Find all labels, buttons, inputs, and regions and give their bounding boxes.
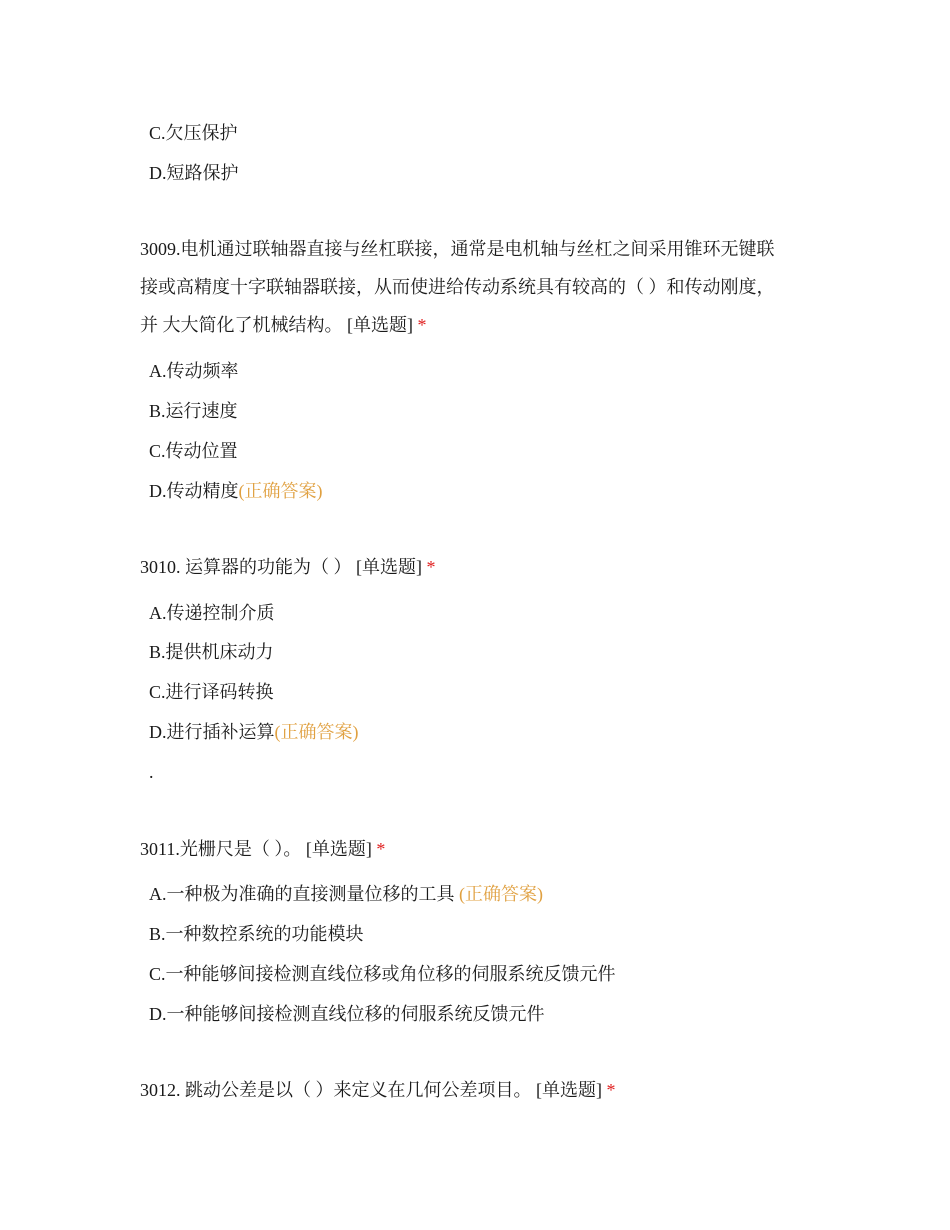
option-3010-d bbox=[149, 720, 359, 744]
option-3011-c bbox=[149, 962, 616, 986]
required-marker: * bbox=[417, 315, 427, 335]
option-3009-c bbox=[149, 439, 238, 463]
option-label: D.进行插补运算 bbox=[149, 722, 275, 742]
option-label: D.传动精度 bbox=[149, 481, 239, 501]
required-marker: * bbox=[606, 1080, 616, 1100]
question-type: [单选题] bbox=[536, 1080, 602, 1100]
option-label: A.传递控制介质 bbox=[149, 603, 275, 623]
trailing-dot: . bbox=[149, 762, 154, 782]
question-text: 3011.光栅尺是（ ）。 bbox=[140, 839, 306, 859]
option-3009-b bbox=[149, 399, 238, 423]
option-label: A.传动频率 bbox=[149, 361, 239, 381]
question-text-line-2: 接或高精度十字联轴器联接，从而使进给传动系统具有较高的（ ）和传动刚度， bbox=[140, 277, 775, 297]
option-prev-d bbox=[149, 161, 239, 185]
option-label: A.一种极为准确的直接测量位移的工具 bbox=[149, 884, 459, 904]
question-text-line bbox=[140, 830, 820, 868]
option-label: B.提供机床动力 bbox=[149, 642, 274, 662]
option-3011-a bbox=[149, 882, 543, 906]
option-3010-b bbox=[149, 640, 274, 664]
question-text: 3012. 跳动公差是以（ ）来定义在几何公差项目。 bbox=[140, 1080, 536, 1100]
option-label: C.传动位置 bbox=[149, 441, 238, 461]
option-3011-d bbox=[149, 1002, 545, 1026]
option-label: C.欠压保护 bbox=[149, 123, 238, 143]
option-3010-c bbox=[149, 680, 274, 704]
option-label: D.短路保护 bbox=[149, 163, 239, 183]
option-label: C.一种能够间接检测直线位移或角位移的伺服系统反馈元件 bbox=[149, 964, 616, 984]
option-3009-a bbox=[149, 359, 239, 383]
correct-answer-mark: (正确答案) bbox=[238, 481, 323, 501]
question-type: [单选题] bbox=[305, 839, 372, 859]
option-label: D.一种能够间接检测直线位移的伺服系统反馈元件 bbox=[149, 1004, 545, 1024]
option-3010-a bbox=[149, 601, 275, 625]
option-label: B.一种数控系统的功能模块 bbox=[149, 924, 364, 944]
question-text-line-3 bbox=[140, 306, 820, 344]
question-type: [单选题] bbox=[347, 315, 413, 335]
question-type: [单选题] bbox=[356, 557, 422, 577]
question-3012 bbox=[140, 1071, 820, 1109]
question-text-line bbox=[140, 1071, 820, 1109]
question-3010 bbox=[140, 548, 820, 586]
question-text-line-1: 3009.电机通过联轴器直接与丝杠联接，通常是电机轴与丝杠之间采用锥环无键联 bbox=[140, 239, 775, 259]
correct-answer-mark: (正确答案) bbox=[459, 884, 543, 904]
question-text: 3010. 运算器的功能为（ ） bbox=[140, 557, 356, 577]
option-3009-d bbox=[149, 479, 323, 503]
option-label: B.运行速度 bbox=[149, 401, 238, 421]
required-marker: * bbox=[376, 839, 386, 859]
correct-answer-mark: (正确答案) bbox=[274, 722, 359, 742]
question-3011 bbox=[140, 830, 820, 868]
option-prev-c bbox=[149, 121, 238, 145]
option-3011-b bbox=[149, 922, 364, 946]
question-3009 bbox=[140, 230, 820, 344]
question-text-line-3-text: 并 大大简化了机械结构。 bbox=[140, 315, 347, 335]
question-text-line bbox=[140, 548, 820, 586]
option-label: C.进行译码转换 bbox=[149, 682, 274, 702]
required-marker: * bbox=[426, 557, 436, 577]
